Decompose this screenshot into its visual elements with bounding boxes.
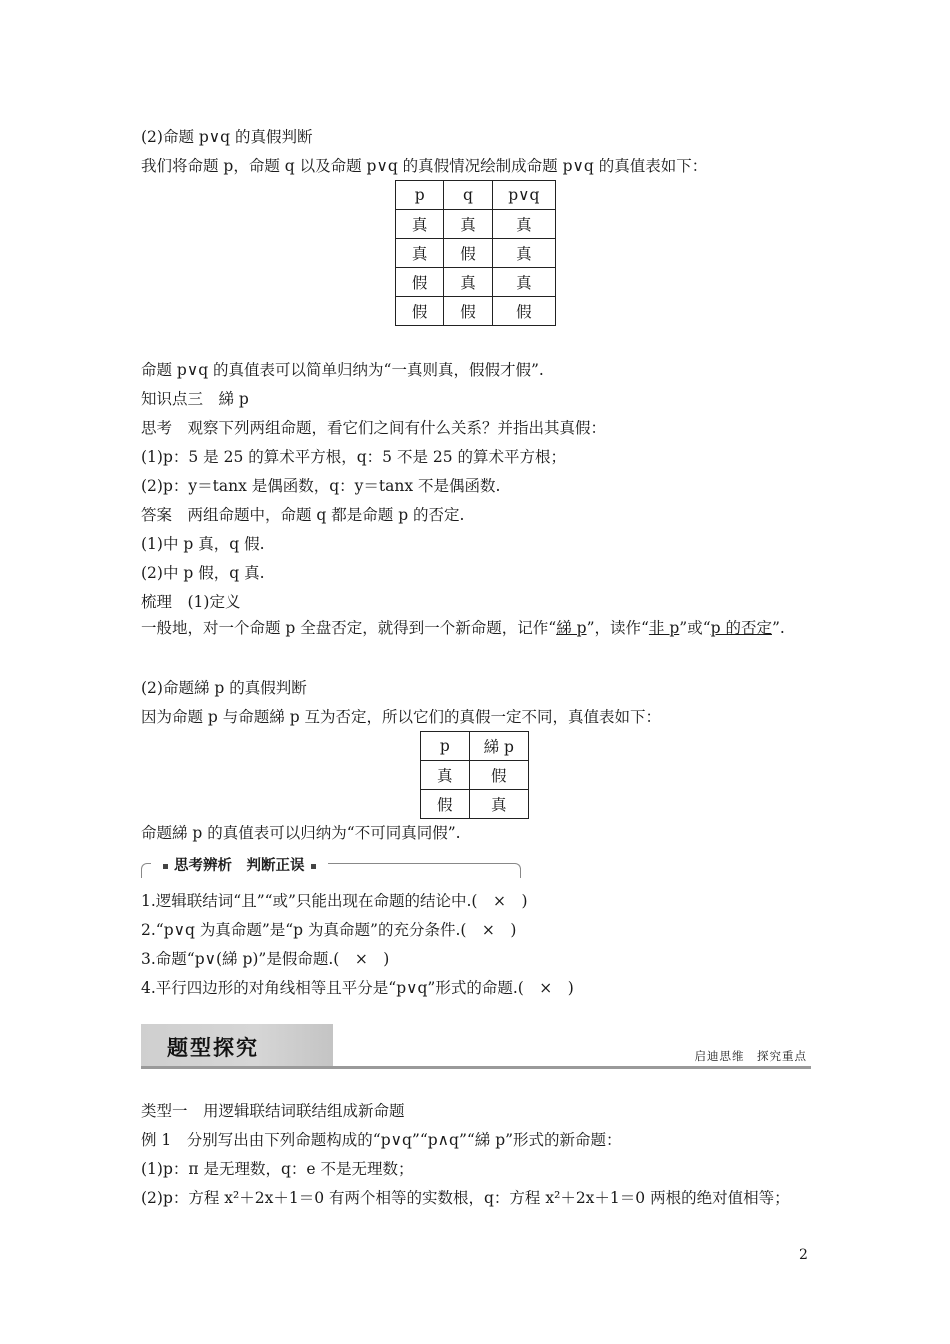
table-header-row xyxy=(396,181,556,210)
paragraph-or-table-intro: 我们将命题 p，命题 q 以及命题 p∨q 的真假情况绘制成命题 p∨q 的真值表如下： xyxy=(141,157,708,175)
definition-text: ”或“ xyxy=(679,619,711,637)
section-think-judge xyxy=(141,853,521,879)
example-1-item-2: (2)p：方程 x²＋2x＋1＝0 有两个相等的实数根，q：方程 x²＋2x＋1＝0 两根的绝对值相等； xyxy=(141,1189,790,1207)
table-row xyxy=(396,297,556,326)
definition-text: ”，读作“ xyxy=(586,619,649,637)
table-header-cell: p xyxy=(396,181,444,210)
table-cell: 假 xyxy=(421,790,470,819)
banner-rule xyxy=(141,1066,811,1069)
definition-paragraph xyxy=(141,614,811,643)
table-cell: 真 xyxy=(396,239,444,268)
paragraph-not-summary: 命题綈 p 的真值表可以归纳为“不可同真同假”. xyxy=(141,824,461,842)
table-cell: 真 xyxy=(492,239,555,268)
table-cell: 真 xyxy=(492,268,555,297)
paragraph-not-table-intro: 因为命题 p 与命题綈 p 互为否定，所以它们的真假一定不同，真值表如下： xyxy=(141,708,662,726)
truth-table-not xyxy=(420,731,529,819)
table-cell: 假 xyxy=(444,297,492,326)
page-number: 2 xyxy=(799,1247,808,1263)
paragraph-or-summary: 命题 p∨q 的真值表可以简单归纳为“一真则真，假假才假”. xyxy=(141,361,544,379)
table-cell: 真 xyxy=(444,210,492,239)
think-item-2: (2)p：y＝tanx 是偶函数，q：y＝tanx 不是偶函数. xyxy=(141,477,501,495)
table-cell: 真 xyxy=(469,790,528,819)
judgment-item-4: 4.平行四边形的对角线相等且平分是“p∨q”形式的命题.( × ) xyxy=(141,979,574,997)
definition-term-fei-p: 非 p xyxy=(648,619,680,637)
table-header-cell: p∨q xyxy=(492,181,555,210)
definition-text: 一般地，对一个命题 p 全盘否定，就得到一个新命题，记作“ xyxy=(141,619,557,637)
bullet-icon xyxy=(311,864,316,869)
bullet-icon xyxy=(163,864,168,869)
banner-title: 题型探究 xyxy=(167,1036,259,1060)
judgment-item-3: 3.命题“p∨(綈 p)”是假命题.( × ) xyxy=(141,950,390,968)
think-question: 思考 观察下列两组命题，看它们之间有什么关系？并指出其真假： xyxy=(141,419,607,437)
heading-not-truth: (2)命题綈 p 的真假判断 xyxy=(141,679,307,697)
banner-subtitle: 启迪思维 探究重点 xyxy=(694,1049,807,1063)
table-cell: 真 xyxy=(492,210,555,239)
section-label xyxy=(151,854,328,875)
answer-item-2: (2)中 p 假，q 真. xyxy=(141,564,265,582)
heading-or-truth: (2)命题 p∨q 的真假判断 xyxy=(141,128,313,146)
definition-term-negation: p 的否定 xyxy=(710,619,772,637)
judgment-item-1: 1.逻辑联结词“且”“或”只能出现在命题的结论中.( × ) xyxy=(141,892,528,910)
table-header-cell: 綈 p xyxy=(469,732,528,761)
example-1-item-1: (1)p：π 是无理数，q：e 不是无理数； xyxy=(141,1160,414,1178)
summary-definition-title: 梳理 (1)定义 xyxy=(141,593,241,611)
truth-table-or xyxy=(395,180,556,326)
table-cell: 真 xyxy=(421,761,470,790)
table-cell: 假 xyxy=(396,297,444,326)
table-header-row xyxy=(421,732,529,761)
table-cell: 假 xyxy=(444,239,492,268)
table-cell: 假 xyxy=(469,761,528,790)
table-cell: 真 xyxy=(444,268,492,297)
answer-item-1: (1)中 p 真，q 假. xyxy=(141,535,265,553)
example-1-intro: 例 1 分别写出由下列命题构成的“p∨q”“p∧q”“綈 p”形式的新命题： xyxy=(141,1131,622,1149)
definition-term-not-p: 綈 p xyxy=(556,619,587,637)
table-row xyxy=(396,239,556,268)
answer-text: 答案 两组命题中，命题 q 都是命题 p 的否定. xyxy=(141,506,465,524)
section-banner xyxy=(141,1024,811,1070)
knowledge-point-title: 知识点三 綈 p xyxy=(141,390,249,408)
table-cell: 假 xyxy=(396,268,444,297)
table-header-cell: p xyxy=(421,732,470,761)
section-label-text: 思考辨析 判断正误 xyxy=(174,858,305,874)
table-row xyxy=(421,761,529,790)
table-row xyxy=(421,790,529,819)
table-header-cell: q xyxy=(444,181,492,210)
table-row xyxy=(396,210,556,239)
table-row xyxy=(396,268,556,297)
judgment-item-2: 2.“p∨q 为真命题”是“p 为真命题”的充分条件.( × ) xyxy=(141,921,517,939)
table-cell: 真 xyxy=(396,210,444,239)
think-item-1: (1)p：5 是 25 的算术平方根，q：5 不是 25 的算术平方根； xyxy=(141,448,567,466)
type-one-title: 类型一 用逻辑联结词联结组成新命题 xyxy=(141,1102,405,1120)
table-cell: 假 xyxy=(492,297,555,326)
definition-text: ”. xyxy=(772,619,785,637)
